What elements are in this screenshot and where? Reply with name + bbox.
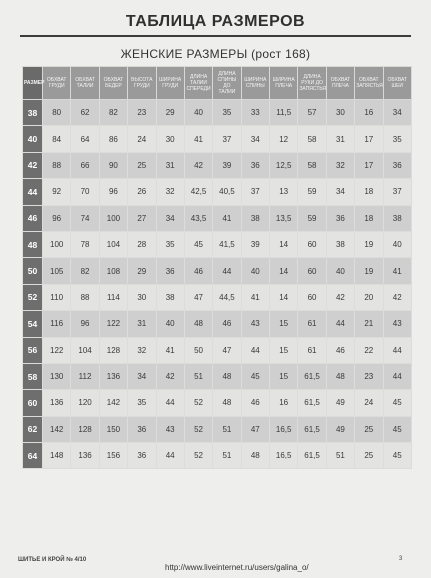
table-cell: 15 xyxy=(270,311,298,337)
table-cell: 13 xyxy=(270,179,298,205)
column-header: ШИРИНА ГРУДИ xyxy=(156,67,184,100)
size-cell: 58 xyxy=(23,363,43,389)
size-cell: 42 xyxy=(23,152,43,178)
size-cell: 64 xyxy=(23,443,43,469)
size-cell: 54 xyxy=(23,311,43,337)
table-row xyxy=(23,152,412,178)
table-cell: 45 xyxy=(383,416,412,442)
table-cell: 38 xyxy=(383,205,412,231)
table-cell: 25 xyxy=(355,443,383,469)
table-cell: 34 xyxy=(128,363,156,389)
table-cell: 104 xyxy=(71,337,99,363)
column-header: ДЛИНА СПИНЫ ДО ТАЛИИ xyxy=(213,67,241,100)
table-cell: 51 xyxy=(326,443,354,469)
table-cell: 96 xyxy=(99,179,127,205)
column-header: ОБХВАТ ЗАПЯСТЬЯ xyxy=(355,67,383,100)
table-cell: 58 xyxy=(298,152,326,178)
table-cell: 12,5 xyxy=(270,152,298,178)
table-cell: 114 xyxy=(99,284,127,310)
table-cell: 12 xyxy=(270,126,298,152)
table-cell: 37 xyxy=(241,179,269,205)
table-row xyxy=(23,284,412,310)
table-row xyxy=(23,311,412,337)
table-cell: 32 xyxy=(128,337,156,363)
column-header: ОБХВАТ ПЛЕЧА xyxy=(326,67,354,100)
column-header: ШИРИНА СПИНЫ xyxy=(241,67,269,100)
table-cell: 17 xyxy=(355,152,383,178)
column-header: ВЫСОТА ГРУДИ xyxy=(128,67,156,100)
table-cell: 42 xyxy=(184,152,212,178)
table-cell: 42,5 xyxy=(184,179,212,205)
table-cell: 14 xyxy=(270,284,298,310)
table-cell: 40 xyxy=(326,258,354,284)
table-cell: 43,5 xyxy=(184,205,212,231)
table-cell: 38 xyxy=(156,284,184,310)
table-cell: 96 xyxy=(43,205,71,231)
table-cell: 41,5 xyxy=(213,231,241,257)
table-cell: 24 xyxy=(355,390,383,416)
table-cell: 44 xyxy=(241,337,269,363)
table-cell: 116 xyxy=(43,311,71,337)
table-cell: 42 xyxy=(383,284,412,310)
table-cell: 136 xyxy=(99,363,127,389)
table-cell: 35 xyxy=(383,126,412,152)
table-cell: 90 xyxy=(99,152,127,178)
column-header: ДЛИНА ТАЛИИ СПЕРЕДИ xyxy=(184,67,212,100)
table-cell: 46 xyxy=(213,311,241,337)
table-cell: 148 xyxy=(43,443,71,469)
size-cell: 40 xyxy=(23,126,43,152)
table-cell: 41 xyxy=(241,284,269,310)
table-cell: 47 xyxy=(213,337,241,363)
table-cell: 27 xyxy=(128,205,156,231)
table-cell: 40,5 xyxy=(213,179,241,205)
size-cell: 48 xyxy=(23,231,43,257)
table-cell: 44 xyxy=(213,258,241,284)
table-cell: 52 xyxy=(184,416,212,442)
table-cell: 49 xyxy=(326,390,354,416)
table-cell: 66 xyxy=(71,152,99,178)
table-cell: 36 xyxy=(128,443,156,469)
table-cell: 17 xyxy=(355,126,383,152)
table-cell: 16,5 xyxy=(270,416,298,442)
table-row xyxy=(23,205,412,231)
table-cell: 30 xyxy=(326,100,354,126)
table-cell: 61,5 xyxy=(298,416,326,442)
table-cell: 21 xyxy=(355,311,383,337)
column-header: ОБХВАТ БЕДЕР xyxy=(99,67,127,100)
table-cell: 42 xyxy=(326,284,354,310)
table-body xyxy=(23,100,412,469)
title-divider xyxy=(20,35,411,37)
table-subtitle: ЖЕНСКИЕ РАЗМЕРЫ (рост 168) xyxy=(120,47,311,61)
table-cell: 62 xyxy=(71,100,99,126)
table-cell: 22 xyxy=(355,337,383,363)
table-cell: 36 xyxy=(128,416,156,442)
table-cell: 47 xyxy=(241,416,269,442)
table-cell: 29 xyxy=(156,100,184,126)
table-cell: 61,5 xyxy=(298,363,326,389)
table-row xyxy=(23,443,412,469)
column-header: ОБХВАТ ТАЛИИ xyxy=(71,67,99,100)
column-header: ШИРИНА ПЛЕЧА xyxy=(270,67,298,100)
column-header: ДЛИНА РУКИ ДО ЗАПЯСТЬЯ xyxy=(298,67,326,100)
table-cell: 78 xyxy=(71,231,99,257)
table-cell: 112 xyxy=(71,363,99,389)
table-cell: 96 xyxy=(71,311,99,337)
table-cell: 59 xyxy=(298,205,326,231)
table-cell: 128 xyxy=(99,337,127,363)
table-cell: 61 xyxy=(298,311,326,337)
table-cell: 52 xyxy=(184,390,212,416)
column-header-size: РАЗМЕР xyxy=(23,67,43,100)
table-cell: 48 xyxy=(213,363,241,389)
table-cell: 61,5 xyxy=(298,390,326,416)
table-cell: 84 xyxy=(43,126,71,152)
table-cell: 38 xyxy=(326,231,354,257)
column-header: ОБХВАТ ШЕИ xyxy=(383,67,412,100)
table-cell: 45 xyxy=(383,443,412,469)
table-row xyxy=(23,231,412,257)
table-cell: 31 xyxy=(128,311,156,337)
table-cell: 49 xyxy=(326,416,354,442)
table-cell: 19 xyxy=(355,258,383,284)
table-cell: 70 xyxy=(71,179,99,205)
table-cell: 31 xyxy=(326,126,354,152)
table-row xyxy=(23,363,412,389)
table-cell: 46 xyxy=(184,258,212,284)
table-cell: 16 xyxy=(355,100,383,126)
table-cell: 34 xyxy=(156,205,184,231)
table-cell: 122 xyxy=(43,337,71,363)
table-cell: 64 xyxy=(71,126,99,152)
table-cell: 122 xyxy=(99,311,127,337)
table-cell: 32 xyxy=(156,179,184,205)
watermark-url: http://www.liveinternet.ru/users/galina_o/ xyxy=(165,563,309,572)
table-row xyxy=(23,416,412,442)
table-row xyxy=(23,100,412,126)
table-cell: 58 xyxy=(298,126,326,152)
table-cell: 40 xyxy=(241,258,269,284)
table-cell: 57 xyxy=(298,100,326,126)
table-cell: 41 xyxy=(213,205,241,231)
table-cell: 60 xyxy=(298,258,326,284)
table-cell: 35 xyxy=(213,100,241,126)
table-cell: 44 xyxy=(326,311,354,337)
table-cell: 15 xyxy=(270,363,298,389)
size-table xyxy=(22,66,412,469)
table-cell: 47 xyxy=(184,284,212,310)
magazine-footer: ШИТЬЕ И КРОЙ № 4/10 xyxy=(18,557,87,563)
table-cell: 45 xyxy=(383,390,412,416)
table-cell: 60 xyxy=(298,284,326,310)
table-cell: 120 xyxy=(71,390,99,416)
table-cell: 44 xyxy=(156,443,184,469)
table-cell: 59 xyxy=(298,179,326,205)
table-cell: 108 xyxy=(99,258,127,284)
table-cell: 14 xyxy=(270,258,298,284)
table-cell: 28 xyxy=(128,231,156,257)
table-cell: 46 xyxy=(241,390,269,416)
table-cell: 36 xyxy=(383,152,412,178)
table-cell: 36 xyxy=(241,152,269,178)
table-cell: 11,5 xyxy=(270,100,298,126)
table-cell: 92 xyxy=(43,179,71,205)
size-cell: 46 xyxy=(23,205,43,231)
table-cell: 60 xyxy=(298,231,326,257)
size-cell: 44 xyxy=(23,179,43,205)
table-cell: 61,5 xyxy=(298,443,326,469)
table-cell: 44 xyxy=(383,337,412,363)
size-cell: 60 xyxy=(23,390,43,416)
table-cell: 31 xyxy=(156,152,184,178)
table-row xyxy=(23,390,412,416)
table-cell: 25 xyxy=(355,416,383,442)
table-cell: 88 xyxy=(43,152,71,178)
table-cell: 82 xyxy=(99,100,127,126)
table-cell: 16,5 xyxy=(270,443,298,469)
table-cell: 128 xyxy=(71,416,99,442)
table-cell: 51 xyxy=(213,416,241,442)
table-cell: 88 xyxy=(71,284,99,310)
size-cell: 38 xyxy=(23,100,43,126)
table-cell: 25 xyxy=(128,152,156,178)
table-cell: 33 xyxy=(241,100,269,126)
table-cell: 34 xyxy=(383,100,412,126)
table-cell: 142 xyxy=(99,390,127,416)
table-row xyxy=(23,337,412,363)
table-header-row xyxy=(23,67,412,100)
table-cell: 41 xyxy=(383,258,412,284)
table-cell: 38 xyxy=(241,205,269,231)
table-cell: 44 xyxy=(156,390,184,416)
table-cell: 43 xyxy=(383,311,412,337)
table-cell: 52 xyxy=(184,443,212,469)
table-cell: 142 xyxy=(43,416,71,442)
table-cell: 45 xyxy=(184,231,212,257)
table-cell: 30 xyxy=(128,284,156,310)
table-cell: 44 xyxy=(383,363,412,389)
table-cell: 130 xyxy=(43,363,71,389)
table-cell: 48 xyxy=(184,311,212,337)
table-cell: 34 xyxy=(326,179,354,205)
table-cell: 86 xyxy=(99,126,127,152)
table-cell: 23 xyxy=(355,363,383,389)
table-cell: 16 xyxy=(270,390,298,416)
table-cell: 44,5 xyxy=(213,284,241,310)
table-cell: 26 xyxy=(128,179,156,205)
table-cell: 24 xyxy=(128,126,156,152)
table-cell: 32 xyxy=(326,152,354,178)
table-cell: 30 xyxy=(156,126,184,152)
table-cell: 105 xyxy=(43,258,71,284)
table-cell: 82 xyxy=(71,258,99,284)
table-cell: 43 xyxy=(156,416,184,442)
table-cell: 37 xyxy=(213,126,241,152)
table-cell: 14 xyxy=(270,231,298,257)
table-cell: 18 xyxy=(355,179,383,205)
size-cell: 56 xyxy=(23,337,43,363)
page-number: 3 xyxy=(399,556,403,562)
table-cell: 61 xyxy=(298,337,326,363)
table-cell: 43 xyxy=(241,311,269,337)
table-cell: 80 xyxy=(43,100,71,126)
table-cell: 42 xyxy=(156,363,184,389)
table-cell: 45 xyxy=(241,363,269,389)
table-cell: 110 xyxy=(43,284,71,310)
table-cell: 100 xyxy=(43,231,71,257)
table-row xyxy=(23,126,412,152)
table-cell: 50 xyxy=(184,337,212,363)
table-cell: 13,5 xyxy=(270,205,298,231)
table-cell: 20 xyxy=(355,284,383,310)
size-cell: 50 xyxy=(23,258,43,284)
table-cell: 36 xyxy=(156,258,184,284)
table-row xyxy=(23,179,412,205)
table-cell: 46 xyxy=(326,337,354,363)
table-cell: 40 xyxy=(383,231,412,257)
table-cell: 34 xyxy=(241,126,269,152)
table-cell: 19 xyxy=(355,231,383,257)
table-cell: 29 xyxy=(128,258,156,284)
table-cell: 35 xyxy=(128,390,156,416)
table-cell: 48 xyxy=(241,443,269,469)
table-cell: 74 xyxy=(71,205,99,231)
table-cell: 15 xyxy=(270,337,298,363)
table-cell: 48 xyxy=(213,390,241,416)
table-cell: 136 xyxy=(43,390,71,416)
table-row xyxy=(23,258,412,284)
size-cell: 52 xyxy=(23,284,43,310)
table-cell: 136 xyxy=(71,443,99,469)
table-cell: 51 xyxy=(184,363,212,389)
table-cell: 48 xyxy=(326,363,354,389)
table-cell: 156 xyxy=(99,443,127,469)
table-cell: 23 xyxy=(128,100,156,126)
table-cell: 40 xyxy=(156,311,184,337)
column-header: ОБХВАТ ГРУДИ xyxy=(43,67,71,100)
table-cell: 40 xyxy=(184,100,212,126)
table-cell: 100 xyxy=(99,205,127,231)
table-cell: 51 xyxy=(213,443,241,469)
table-cell: 39 xyxy=(213,152,241,178)
table-cell: 41 xyxy=(156,337,184,363)
table-cell: 39 xyxy=(241,231,269,257)
table-cell: 35 xyxy=(156,231,184,257)
table-cell: 36 xyxy=(326,205,354,231)
table-cell: 18 xyxy=(355,205,383,231)
table-cell: 150 xyxy=(99,416,127,442)
size-cell: 62 xyxy=(23,416,43,442)
table-cell: 37 xyxy=(383,179,412,205)
page-title: ТАБЛИЦА РАЗМЕРОВ xyxy=(125,13,306,30)
table-cell: 41 xyxy=(184,126,212,152)
table-cell: 104 xyxy=(99,231,127,257)
